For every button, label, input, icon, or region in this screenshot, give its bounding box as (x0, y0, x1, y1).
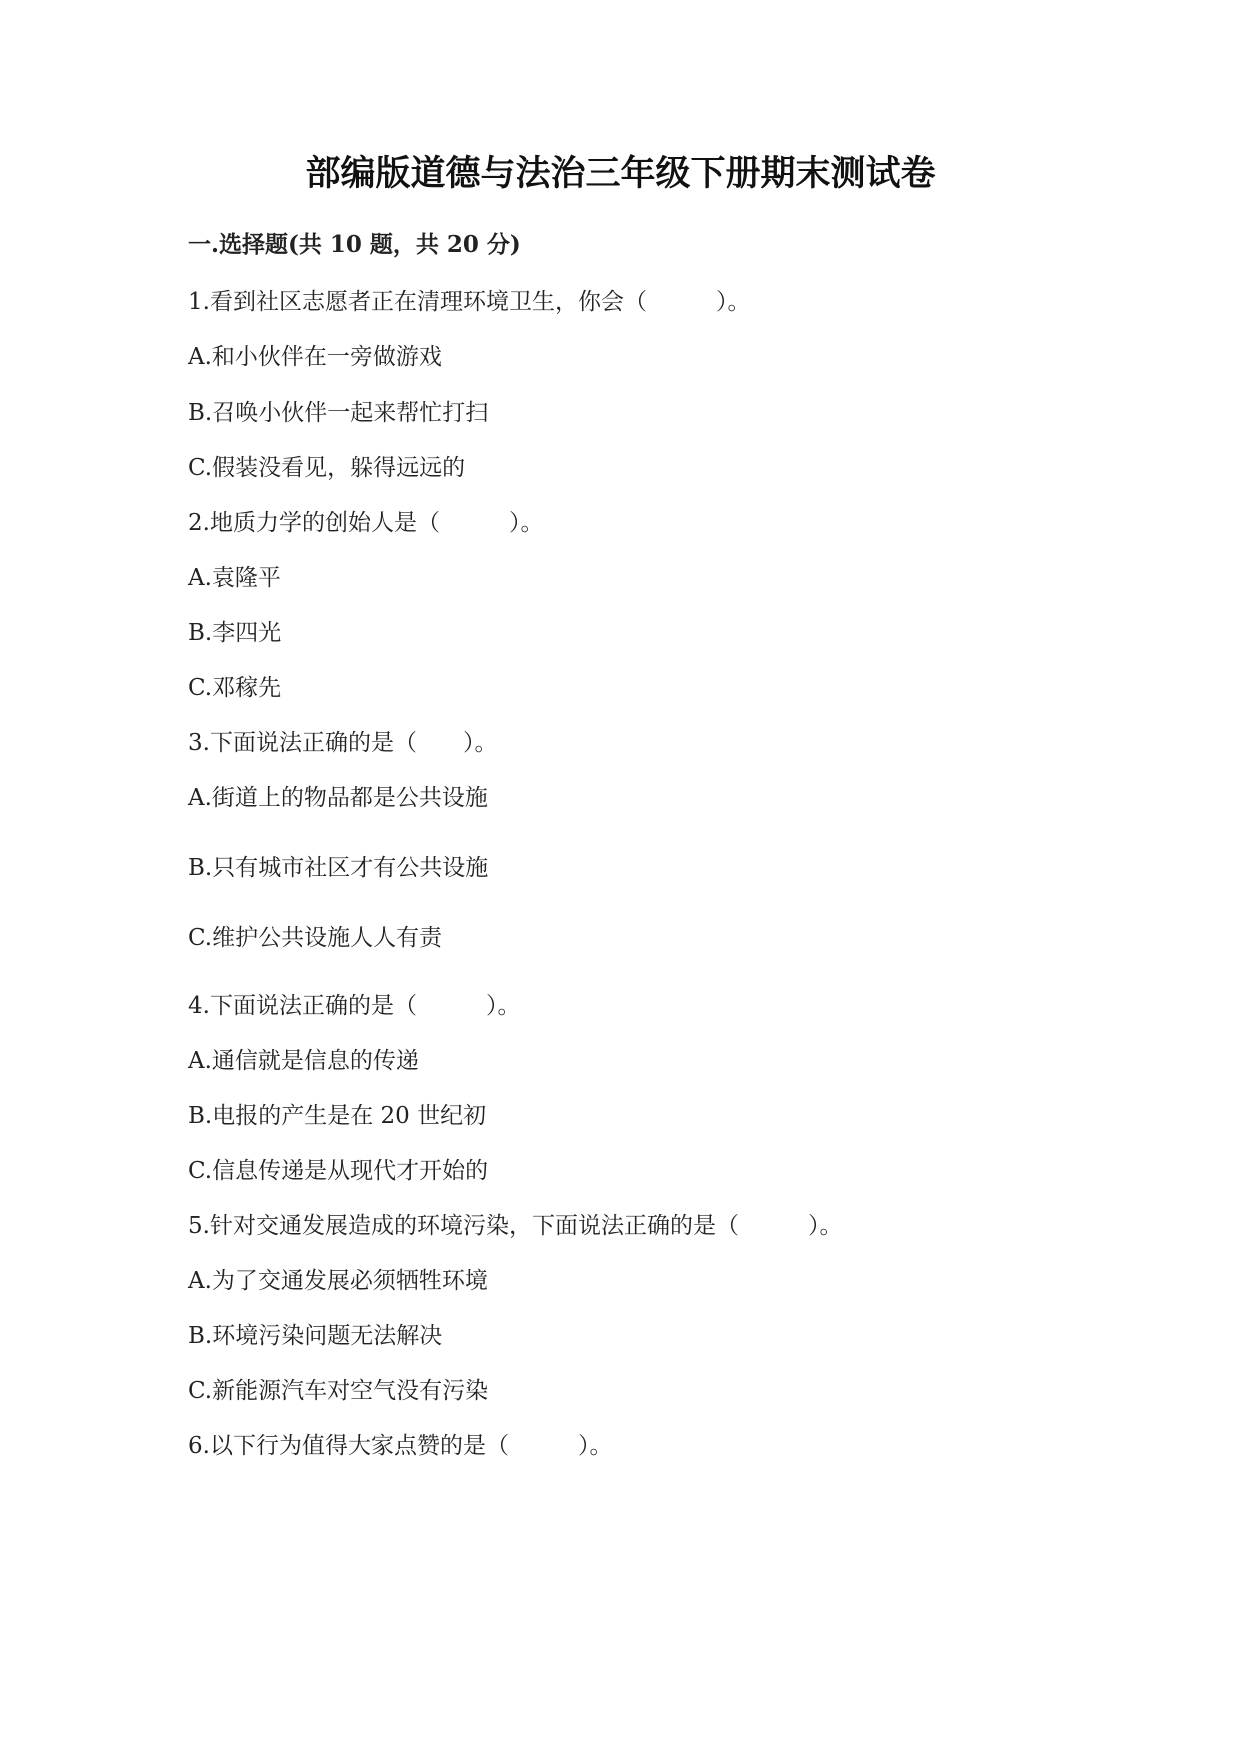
question-3-option-a: A.街道上的物品都是公共设施 (188, 785, 488, 811)
question-5-stem: 5.针对交通发展造成的环境污染，下面说法正确的是（ ）。 (188, 1213, 843, 1239)
question-3-option-b: B.只有城市社区才有公共设施 (188, 855, 489, 881)
question-1-option-b: B.召唤小伙伴一起来帮忙打扫 (188, 400, 489, 426)
question-5-option-a: A.为了交通发展必须牺牲环境 (188, 1268, 488, 1294)
question-1-stem: 1.看到社区志愿者正在清理环境卫生，你会（ ）。 (188, 289, 751, 315)
question-2-option-c: C.邓稼先 (188, 675, 282, 701)
question-4-option-b: B.电报的产生是在 20 世纪初 (188, 1103, 487, 1129)
question-1-option-a: A.和小伙伴在一旁做游戏 (188, 344, 442, 370)
question-2-option-a: A.袁隆平 (188, 565, 281, 591)
question-1-option-c: C.假装没看见，躲得远远的 (188, 455, 466, 481)
question-3-option-c: C.维护公共设施人人有责 (188, 925, 443, 951)
question-2-stem: 2.地质力学的创始人是（ ）。 (188, 510, 544, 536)
question-4-option-a: A.通信就是信息的传递 (188, 1048, 419, 1074)
question-4-option-c: C.信息传递是从现代才开始的 (188, 1158, 489, 1184)
page-title: 部编版道德与法治三年级下册期末测试卷 (305, 153, 936, 194)
question-2-option-b: B.李四光 (188, 620, 282, 646)
question-3-stem: 3.下面说法正确的是（ ）。 (188, 730, 498, 756)
question-5-option-b: B.环境污染问题无法解决 (188, 1323, 443, 1349)
section-heading: 一.选择题(共 10 题，共 20 分) (188, 231, 521, 258)
question-5-option-c: C.新能源汽车对空气没有污染 (188, 1378, 489, 1404)
question-6-stem: 6.以下行为值得大家点赞的是（ ）。 (188, 1433, 613, 1459)
question-4-stem: 4.下面说法正确的是（ ）。 (188, 993, 521, 1019)
